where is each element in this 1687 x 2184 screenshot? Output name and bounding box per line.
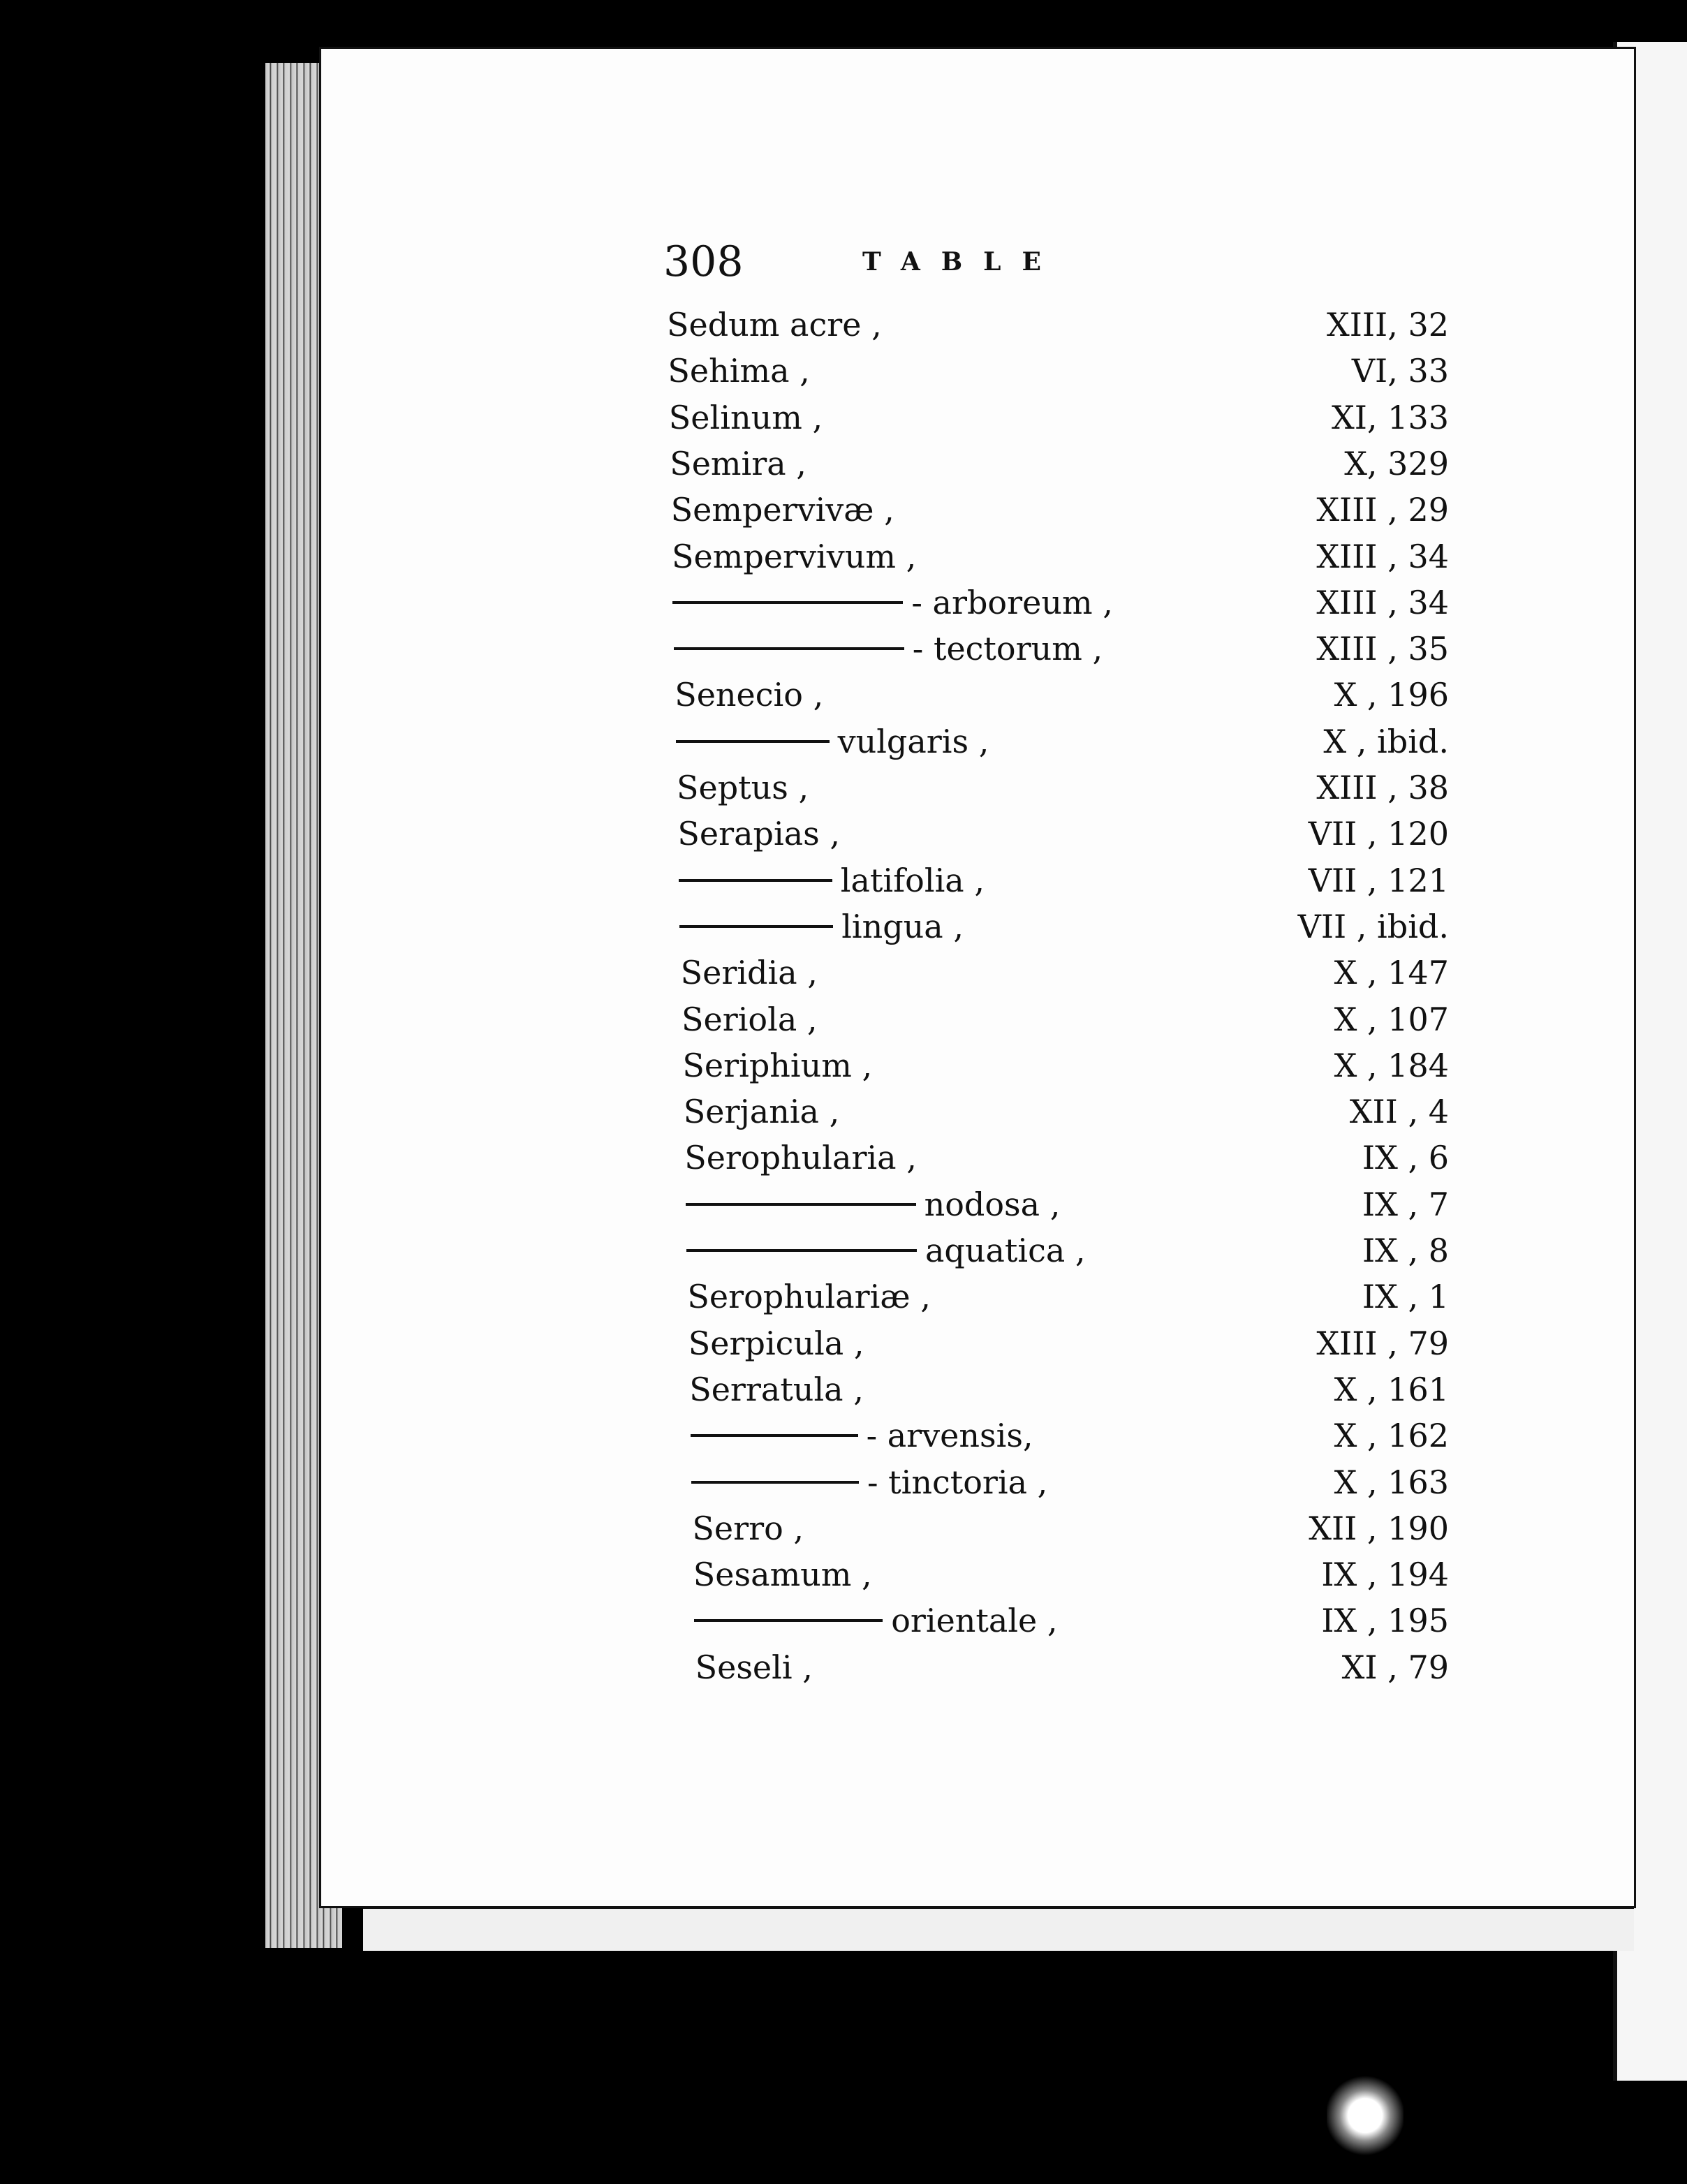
index-entry	[668, 348, 1449, 394]
ditto-rule	[679, 879, 832, 882]
entry-name	[682, 996, 818, 1042]
index-entry	[682, 1042, 1449, 1089]
entry-name-text: - tectorum ,	[912, 630, 1103, 668]
entry-name-text: Seriola ,	[682, 1000, 818, 1038]
entry-name	[669, 394, 823, 441]
index-entry	[691, 1412, 1449, 1459]
entry-name	[682, 1042, 872, 1089]
index-entry	[695, 1644, 1449, 1690]
entry-name	[687, 1274, 930, 1320]
entry-name-text: orientale ,	[891, 1602, 1058, 1640]
index-entry	[671, 487, 1449, 533]
entry-reference: IX , 6	[1362, 1139, 1449, 1177]
entry-reference: VII , 120	[1308, 815, 1449, 853]
entry-reference: XIII , 29	[1316, 491, 1449, 529]
entry-reference: X, 329	[1344, 444, 1449, 482]
entry-name-text: Sedum acre ,	[667, 306, 882, 344]
entry-name-text: Selinum ,	[668, 398, 823, 436]
entry-reference: X , 184	[1334, 1046, 1449, 1084]
ditto-rule	[676, 740, 830, 743]
index-entry	[674, 626, 1449, 672]
index-entry	[679, 903, 1449, 950]
index-entry	[694, 1598, 1449, 1644]
scan-smudge	[1327, 2074, 1404, 2157]
index-entry	[672, 533, 1449, 580]
ditto-rule	[691, 1481, 859, 1484]
entry-name	[671, 487, 894, 533]
index-entry	[679, 857, 1449, 903]
index-entry	[689, 1366, 1449, 1412]
entry-name-text: Senecio ,	[675, 676, 824, 714]
entry-name-text: Seridia ,	[680, 954, 818, 992]
entry-name	[686, 1227, 1086, 1274]
entry-name	[667, 302, 882, 348]
ditto-rule	[694, 1619, 883, 1622]
entry-name-text: - arvensis,	[866, 1417, 1033, 1455]
running-title: TABLE	[862, 247, 1062, 276]
entry-reference: X , 147	[1334, 954, 1449, 992]
index-entry	[684, 1135, 1449, 1181]
entry-reference: XIII , 35	[1316, 630, 1449, 668]
entry-name-text: - arboreum ,	[911, 583, 1113, 621]
index-entry	[670, 441, 1449, 487]
index-entry	[672, 580, 1449, 626]
entry-name	[670, 441, 806, 487]
page-number: 308	[663, 237, 744, 286]
entry-name-text: Serophularia ,	[684, 1139, 917, 1177]
index-entry	[682, 996, 1449, 1042]
entry-reference: XIII , 79	[1316, 1324, 1449, 1362]
entry-name	[691, 1412, 1033, 1459]
entry-name-text: vulgaris ,	[837, 722, 989, 760]
entry-name-text: lingua ,	[841, 907, 964, 945]
entry-reference: X , 161	[1334, 1370, 1449, 1408]
index-entry	[691, 1459, 1449, 1505]
entry-name	[677, 765, 809, 811]
entry-name	[675, 672, 823, 718]
entry-name-text: Sehima ,	[668, 352, 810, 390]
entry-name-text: Septus ,	[677, 769, 809, 806]
entry-name	[672, 533, 916, 580]
entry-name-text: latifolia ,	[840, 861, 985, 899]
entry-name-text: aquatica ,	[925, 1232, 1086, 1269]
index-entry	[667, 302, 1449, 348]
entry-name-text: Serophulariæ ,	[687, 1278, 931, 1316]
entry-name	[692, 1505, 804, 1551]
entry-reference: XIII , 38	[1316, 769, 1449, 806]
entry-reference: VI, 33	[1351, 352, 1449, 390]
index-entry	[693, 1551, 1449, 1598]
entry-name-text: Serapias ,	[677, 815, 840, 853]
ditto-rule	[674, 647, 904, 650]
entry-reference: XII , 190	[1309, 1509, 1449, 1547]
index-entry	[675, 672, 1449, 718]
entry-name	[693, 1551, 872, 1598]
index-entry	[676, 718, 1449, 765]
entry-name-text: Serro ,	[692, 1509, 804, 1547]
entry-name	[674, 626, 1103, 672]
entry-name	[679, 857, 985, 903]
entry-name-text: - tinctoria ,	[867, 1463, 1048, 1501]
entry-reference: IX , 195	[1321, 1602, 1449, 1640]
index-entry	[686, 1227, 1449, 1274]
entry-reference: VII , 121	[1308, 861, 1449, 899]
index-entry	[686, 1181, 1449, 1227]
entry-name	[679, 903, 964, 950]
entry-name	[694, 1598, 1057, 1644]
entry-name-text: Serpicula ,	[688, 1324, 864, 1362]
entry-reference: X , 107	[1334, 1000, 1449, 1038]
entry-name	[688, 1320, 864, 1366]
ditto-rule	[686, 1249, 917, 1252]
entry-name-text: Sempervivum ,	[672, 537, 917, 575]
ditto-rule	[686, 1203, 916, 1206]
entry-reference: XIII, 32	[1326, 306, 1449, 344]
entry-name-text: Seseli ,	[695, 1648, 813, 1686]
entry-reference: X , ibid.	[1323, 722, 1449, 760]
index-entry	[681, 950, 1449, 996]
entry-reference: XIII , 34	[1316, 537, 1449, 575]
index-entry	[692, 1505, 1449, 1551]
index-entry	[677, 765, 1449, 811]
entry-reference: XI, 133	[1332, 398, 1449, 436]
entry-reference: XI , 79	[1341, 1648, 1449, 1686]
entry-name-text: Sesamum ,	[693, 1556, 872, 1594]
entry-name	[676, 718, 989, 765]
entry-name	[684, 1135, 917, 1181]
entry-reference: XIII , 34	[1316, 583, 1449, 621]
ditto-rule	[672, 601, 903, 604]
entry-name	[695, 1644, 813, 1690]
entry-reference: X , 196	[1334, 676, 1449, 714]
entry-name	[689, 1366, 864, 1412]
entry-reference: IX , 194	[1321, 1556, 1449, 1594]
ditto-rule	[691, 1434, 858, 1437]
entry-reference: XII , 4	[1349, 1093, 1449, 1131]
entry-name	[672, 580, 1112, 626]
entry-name-text: nodosa ,	[924, 1185, 1061, 1223]
entry-name-text: Serjania ,	[683, 1093, 840, 1131]
entry-reference: IX , 7	[1362, 1185, 1449, 1223]
index-entry	[687, 1274, 1449, 1320]
index-entry	[677, 811, 1449, 857]
entry-reference: IX , 1	[1362, 1278, 1449, 1316]
entry-reference: VII , ibid.	[1297, 907, 1449, 945]
entry-name-text: Semira ,	[670, 444, 806, 482]
page-bottom-edge	[363, 1906, 1634, 1951]
entry-name	[681, 950, 818, 996]
index-entry	[684, 1089, 1449, 1135]
entry-name	[686, 1181, 1061, 1227]
index-entry	[669, 394, 1449, 441]
entry-name-text: Sempervivæ ,	[670, 491, 894, 529]
entry-name-text: Serratula ,	[689, 1370, 864, 1408]
ditto-rule	[679, 925, 833, 928]
entry-reference: X , 162	[1334, 1417, 1449, 1455]
entry-name	[684, 1089, 839, 1135]
entry-name	[668, 348, 809, 394]
entry-reference: X , 163	[1334, 1463, 1449, 1501]
page-header	[663, 230, 1222, 293]
entry-name	[677, 811, 840, 857]
entry-reference: IX , 8	[1362, 1232, 1449, 1269]
index-entry	[688, 1320, 1449, 1366]
entry-name	[691, 1459, 1047, 1505]
entry-name-text: Seriphium ,	[682, 1046, 873, 1084]
